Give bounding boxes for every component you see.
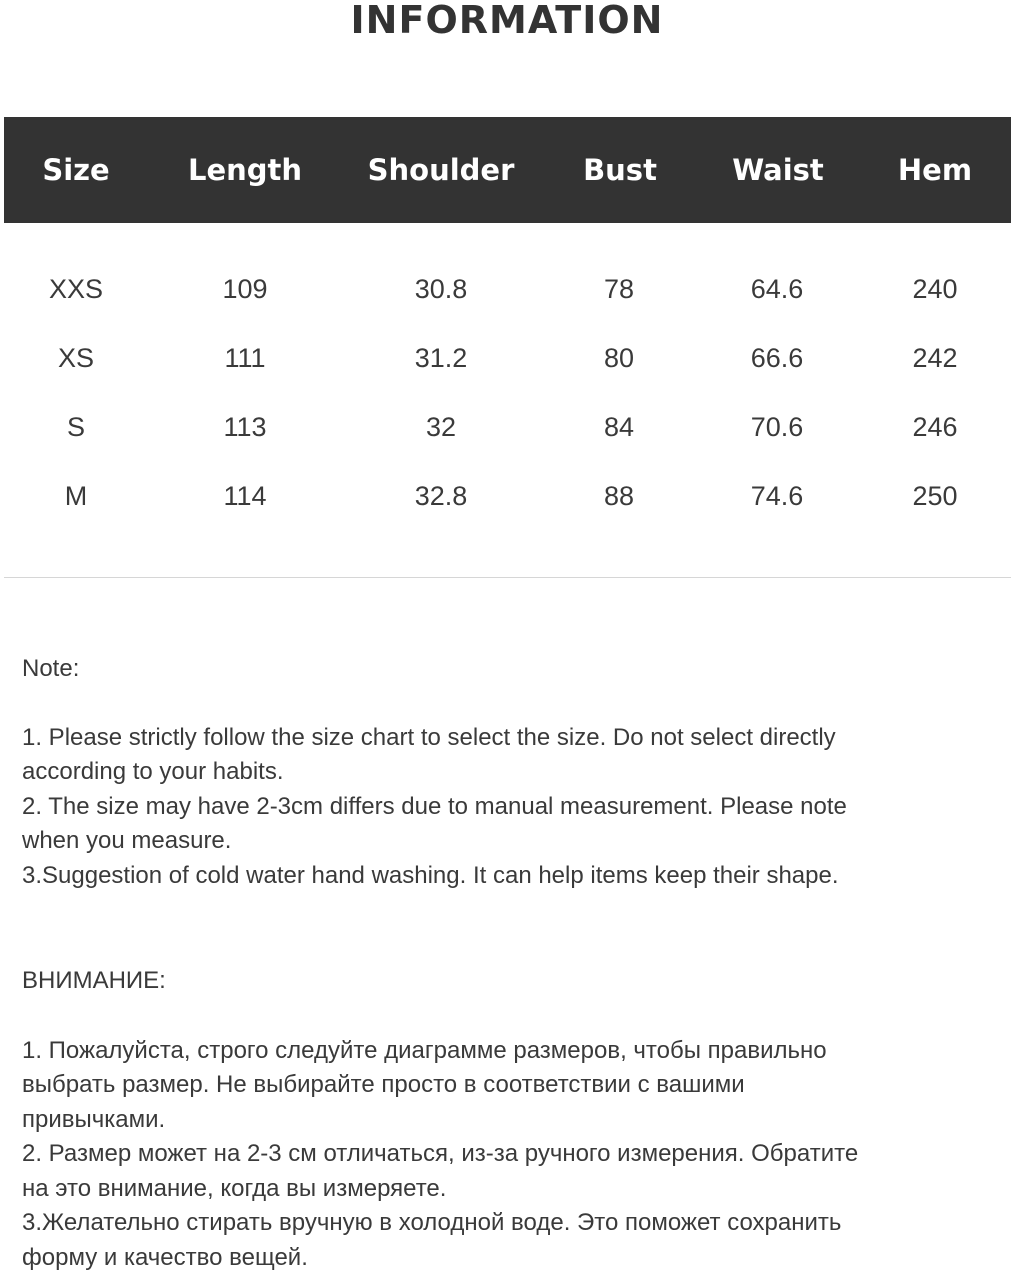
table-row (0, 333, 1014, 383)
cell-waist: 70.6 (750, 412, 804, 442)
table-row (0, 264, 1014, 314)
cell-hem: 250 (912, 481, 958, 511)
note-line: 3.Suggestion of cold water hand washing. It can help items keep their shape. (22, 862, 839, 889)
cell-bust: 78 (603, 274, 635, 304)
cell-shoulder: 32 (425, 412, 457, 442)
note-line: according to your habits. (22, 758, 284, 785)
cell-hem: 240 (912, 274, 958, 304)
cell-length: 114 (223, 481, 267, 511)
cell-bust: 84 (603, 412, 635, 442)
cell-size: S (66, 412, 86, 442)
table-row (0, 471, 1014, 521)
section-divider (4, 577, 1011, 578)
cell-shoulder: 32.8 (414, 481, 468, 511)
header-waist: Waist (732, 153, 824, 187)
note-ru-line: привычками. (22, 1106, 166, 1133)
cell-waist: 74.6 (750, 481, 804, 511)
header-size: Size (42, 153, 110, 187)
cell-size: M (64, 481, 88, 511)
note-ru-line: на это внимание, когда вы измеряете. (22, 1175, 447, 1202)
cell-length: 109 (222, 274, 268, 304)
note-line: 1. Please strictly follow the size chart to select the size. Do not select directly (22, 724, 836, 751)
cell-bust: 88 (603, 481, 635, 511)
size-table-header (4, 117, 1011, 223)
header-shoulder: Shoulder (367, 153, 515, 187)
note-ru-line: 2. Размер может на 2-3 см отличаться, из-за ручного измерения. Обратите (22, 1140, 859, 1167)
note-ru-line: форму и качество вещей. (22, 1244, 308, 1271)
header-length: Length (187, 153, 303, 187)
note-ru-line: 3.Желательно стирать вручную в холодной воде. Это поможет сохранить (22, 1209, 842, 1236)
cell-size: XS (57, 343, 95, 373)
cell-waist: 66.6 (750, 343, 804, 373)
note-line: when you measure. (22, 827, 232, 854)
cell-length: 113 (223, 412, 267, 442)
header-hem: Hem (897, 153, 973, 187)
cell-hem: 242 (912, 343, 958, 373)
note-ru-line: 1. Пожалуйста, строго следуйте диаграмме размеров, чтобы правильно (22, 1037, 827, 1064)
cell-shoulder: 31.2 (414, 343, 468, 373)
cell-size: XXS (48, 274, 104, 304)
cell-waist: 64.6 (750, 274, 804, 304)
cell-length: 111 (224, 343, 266, 373)
cell-bust: 80 (603, 343, 635, 373)
page-title: INFORMATION (350, 0, 664, 42)
note-heading: Note: (22, 655, 80, 682)
cell-shoulder: 30.8 (414, 274, 468, 304)
note-line: 2. The size may have 2-3cm differs due to manual measurement. Please note (22, 793, 847, 820)
note-ru-heading: ВНИМАНИЕ: (22, 967, 166, 994)
note-ru-line: выбрать размер. Не выбирайте просто в соответствии с вашими (22, 1071, 745, 1098)
table-row (0, 402, 1014, 452)
cell-hem: 246 (912, 412, 958, 442)
header-bust: Bust (583, 153, 657, 187)
